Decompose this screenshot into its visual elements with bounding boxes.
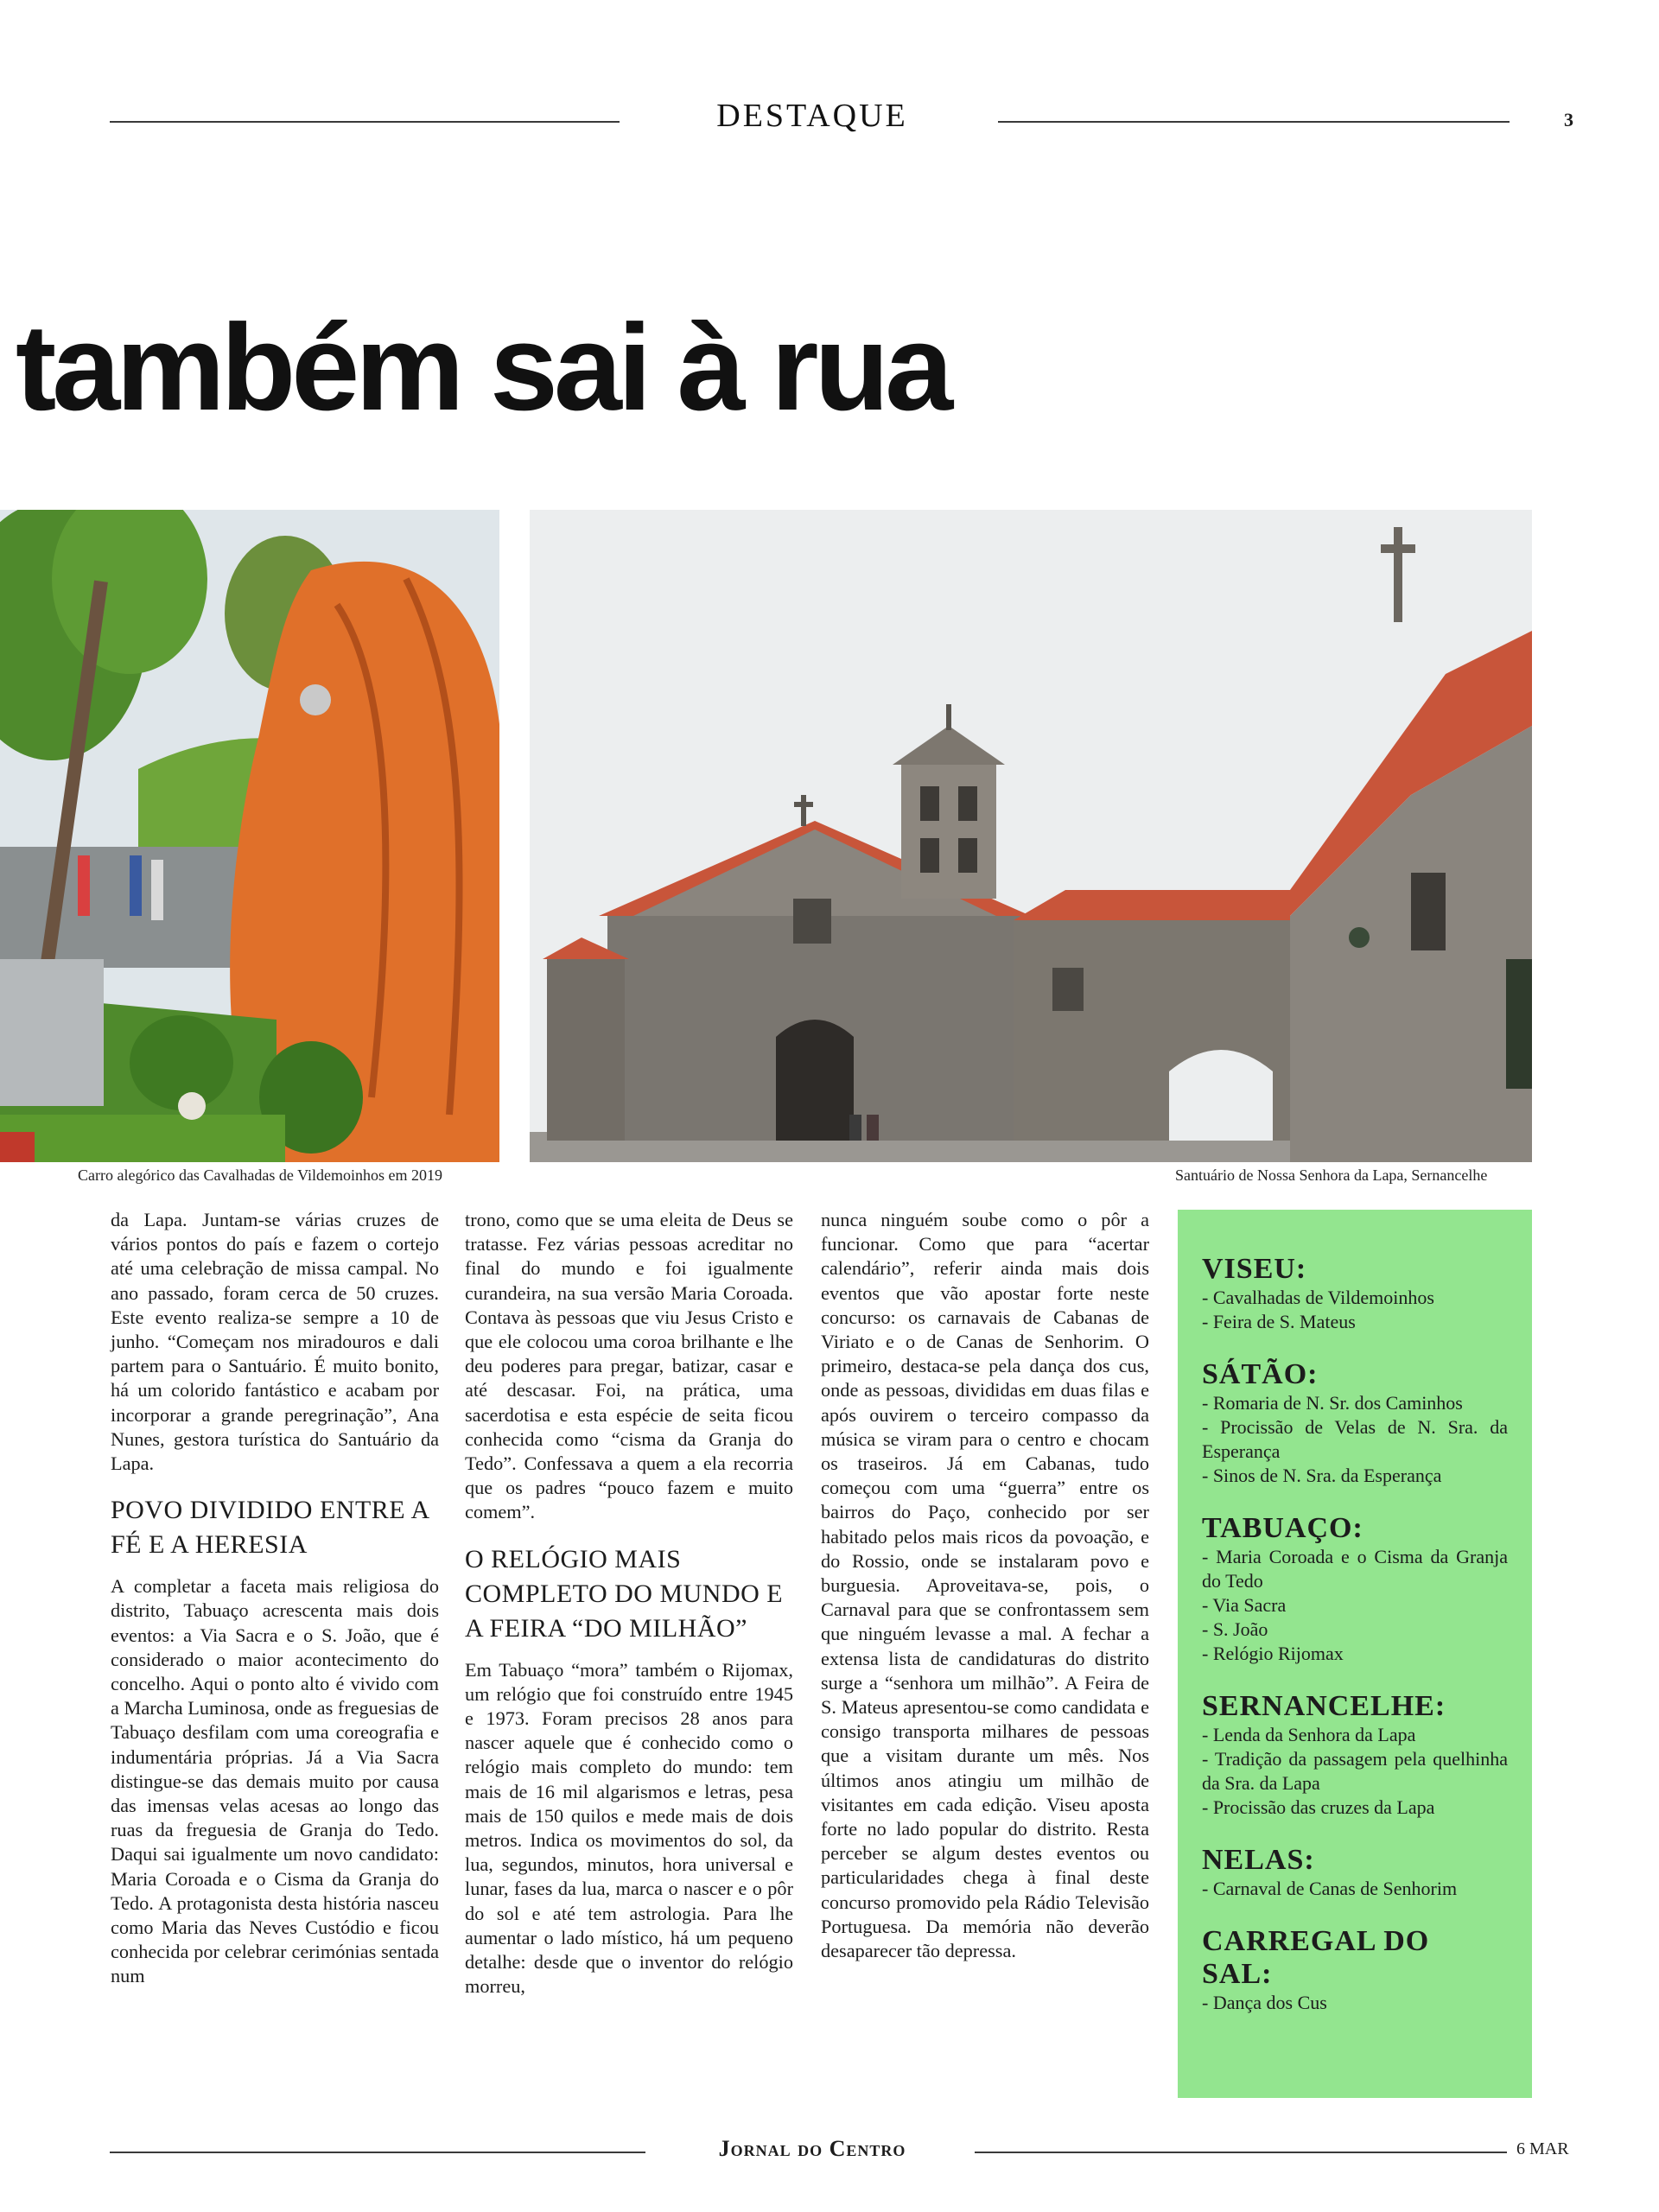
events-list-item: - Via Sacra <box>1202 1594 1287 1616</box>
events-list-item: - Feira de S. Mateus <box>1202 1311 1356 1332</box>
column-2-paragraph-2: Em Tabuaço “mora” também o Rijomax, um relógio que foi construído entre 1945 e 1973. Foram precisos 28 anos para nascer aquele que é conhecido como o relógio mais completo do mundo: tem mais de 16 mil algarismos e letras, pesa mais de 150 quilos e mede mais de dois metros. Indica os movimentos do sol, da lua, segundos, minutos, hora universal e lunar, fases da lua, marca o nascer e o pôr do sol e até tem astrologia. Para lhe aumentar o lado místico, há um pequeno detalhe: desde que o inventor do relógio morreu, <box>465 1658 793 1998</box>
events-group-title: NELAS: <box>1202 1844 1315 1876</box>
section-label: DESTAQUE <box>716 98 908 134</box>
events-group-title: VISEU: <box>1202 1253 1307 1285</box>
masthead-logo: Jornal do Centro <box>718 2136 906 2161</box>
header-rule-right <box>998 121 1510 123</box>
events-group <box>1202 1253 1508 1334</box>
events-group <box>1202 1512 1508 1666</box>
footer-rule-left <box>110 2152 645 2153</box>
events-list-item: - Lenda da Senhora da Lapa <box>1202 1724 1416 1745</box>
events-list-item: - Romaria de N. Sr. dos Caminhos <box>1202 1392 1463 1414</box>
events-list-item: - Procissão de Velas de N. Sra. da Esperança <box>1202 1416 1508 1462</box>
events-group <box>1202 1690 1508 1820</box>
column-3-paragraph-1: nunca ninguém soube como o pôr a funcionar. Como que para “acertar calendário”, referir ainda mais dois eventos que vão apostar forte neste concurso: os carnavais de Cabanas de Viriato e o de Canas de Senhorim. O primeiro, destaca-se pela dança dos cus, onde as pessoas, divididas em duas filas e após ouvirem o terceiro compasso da música se viram para o centro e chocam os traseiros. Já em Cabanas, tudo começou com uma “guerra” entre os bairros do Paço, conhecido por ser habitado pelos mais ricos da povoação, e do Rossio, onde se instalaram povo e burguesia. Aproveitava-se, pois, o Carnaval para que se confrontassem sem que ninguém levasse a mal. A fechar a extensa lista de candidaturas do distrito surge a “senhora um milhão”. A Feira de S. Mateus apresentou-se como candidata e consigo transporta milhares de pessoas que a visitam durante um mês. Nos últimos anos atingiu um milhão de visitantes em cada edição. Viseu aposta forte no lado popular do distrito. Resta perceber se algum destes eventos ou particularidades chega à final deste concurso promovido pela Rádio Televisão Portuguesa. Da memória não deverão desaparecer tão depressa. <box>821 1209 1149 1962</box>
column-1-paragraph-2: A completar a faceta mais religiosa do distrito, Tabuaço acrescenta mais dois eventos: a Via Sacra e o S. João, que é considerado o maior acontecimento do concelho. Aqui o ponto alto é vivido com a Marcha Luminosa, onde as freguesias de Tabuaço desfilam com uma coreografia e indumentária próprias. Já a Via Sacra distingue-se das demais muito por causa das imensas velas acesas ao longo das ruas da freguesia de Granja do Tedo. Daqui sai igualmente um novo candidato: Maria Coroada e o Cisma da Granja do Tedo. A protagonista desta história nasceu como Maria das Neves Custódio e ficou conhecida por celebrar cerimónias sentada num <box>111 1575 439 1987</box>
caption-left-photo: Carro alegórico das Cavalhadas de Vildemoinhos em 2019 <box>78 1166 442 1184</box>
events-group-title: TABUAÇO: <box>1202 1512 1363 1544</box>
events-group-title: SERNANCELHE: <box>1202 1690 1446 1722</box>
events-group-title: SÁTÃO: <box>1202 1358 1319 1390</box>
events-list-item: - S. João <box>1202 1618 1268 1640</box>
events-list-item: - Procissão das cruzes da Lapa <box>1202 1796 1435 1818</box>
headline: também sai à rua <box>16 299 950 436</box>
subheading-relogio: O RELÓGIO MAIS COMPLETO DO MUNDO E A FEIRA “DO MILHÃO” <box>465 1544 784 1643</box>
events-group-title: CARREGAL DO SAL: <box>1202 1925 1430 1990</box>
caption-right-photo: Santuário de Nossa Senhora da Lapa, Sernancelhe <box>1175 1166 1488 1184</box>
events-list-item: - Carnaval de Canas de Senhorim <box>1202 1878 1458 1899</box>
events-group <box>1202 1358 1508 1488</box>
header-rule-left <box>110 121 620 123</box>
column-1-paragraph-1: da Lapa. Juntam-se várias cruzes de vários pontos do país e fazem o cortejo até uma celebração de missa campal. No ano passado, foram cerca de 50 cruzes. Este evento realiza-se sempre a 10 de junho. “Começam nos miradouros e dali partem para o Santuário. É muito bonito, há um colorido fantástico e acabam por incorporar a grande peregrinação”, Ana Nunes, gestora turística do Santuário da Lapa. <box>111 1209 439 1475</box>
photo-carnival-float <box>0 510 499 1162</box>
article-column-3 <box>821 1208 1149 1963</box>
subheading-povo-dividido: POVO DIVIDIDO ENTRE A FÉ E A HERESIA <box>111 1496 429 1560</box>
events-list-item: - Tradição da passagem pela quelhinha da Sra. da Lapa <box>1202 1748 1508 1794</box>
article-column-1 <box>111 1208 439 1989</box>
column-2-paragraph-1: trono, como que se uma eleita de Deus se tratasse. Fez várias pessoas acreditar no final do mundo e foi igualmente curandeira, na sua versão Maria Coroada. Contava às pessoas que viu Jesus Cristo e que ele colocou uma coroa brilhante e lhe deu poderes para pregar, batizar, casar e até descasar. Foi, na prática, uma sacerdotisa e esta espécie de seita ficou conhecida como “cisma da Granja do Tedo”. Confessava a quem a ela recorria que os padres “pouco fazem e muito comem”. <box>465 1209 793 1523</box>
events-group <box>1202 1925 1508 2015</box>
events-list-item: - Dança dos Cus <box>1202 1992 1327 2013</box>
photo-sanctuary <box>530 510 1532 1162</box>
events-group <box>1202 1844 1508 1901</box>
events-list-item: - Relógio Rijomax <box>1202 1643 1344 1664</box>
page-number: 3 <box>1564 109 1573 130</box>
footer-rule-right <box>975 2152 1507 2153</box>
events-sidebar-box <box>1178 1210 1532 2098</box>
events-list-item: - Cavalhadas de Vildemoinhos <box>1202 1287 1434 1308</box>
article-column-2 <box>465 1208 793 1999</box>
events-list-item: - Maria Coroada e o Cisma da Granja do Tedo <box>1202 1546 1508 1592</box>
issue-date: 6 MAR <box>1516 2139 1569 2158</box>
events-list-item: - Sinos de N. Sra. da Esperança <box>1202 1465 1442 1486</box>
